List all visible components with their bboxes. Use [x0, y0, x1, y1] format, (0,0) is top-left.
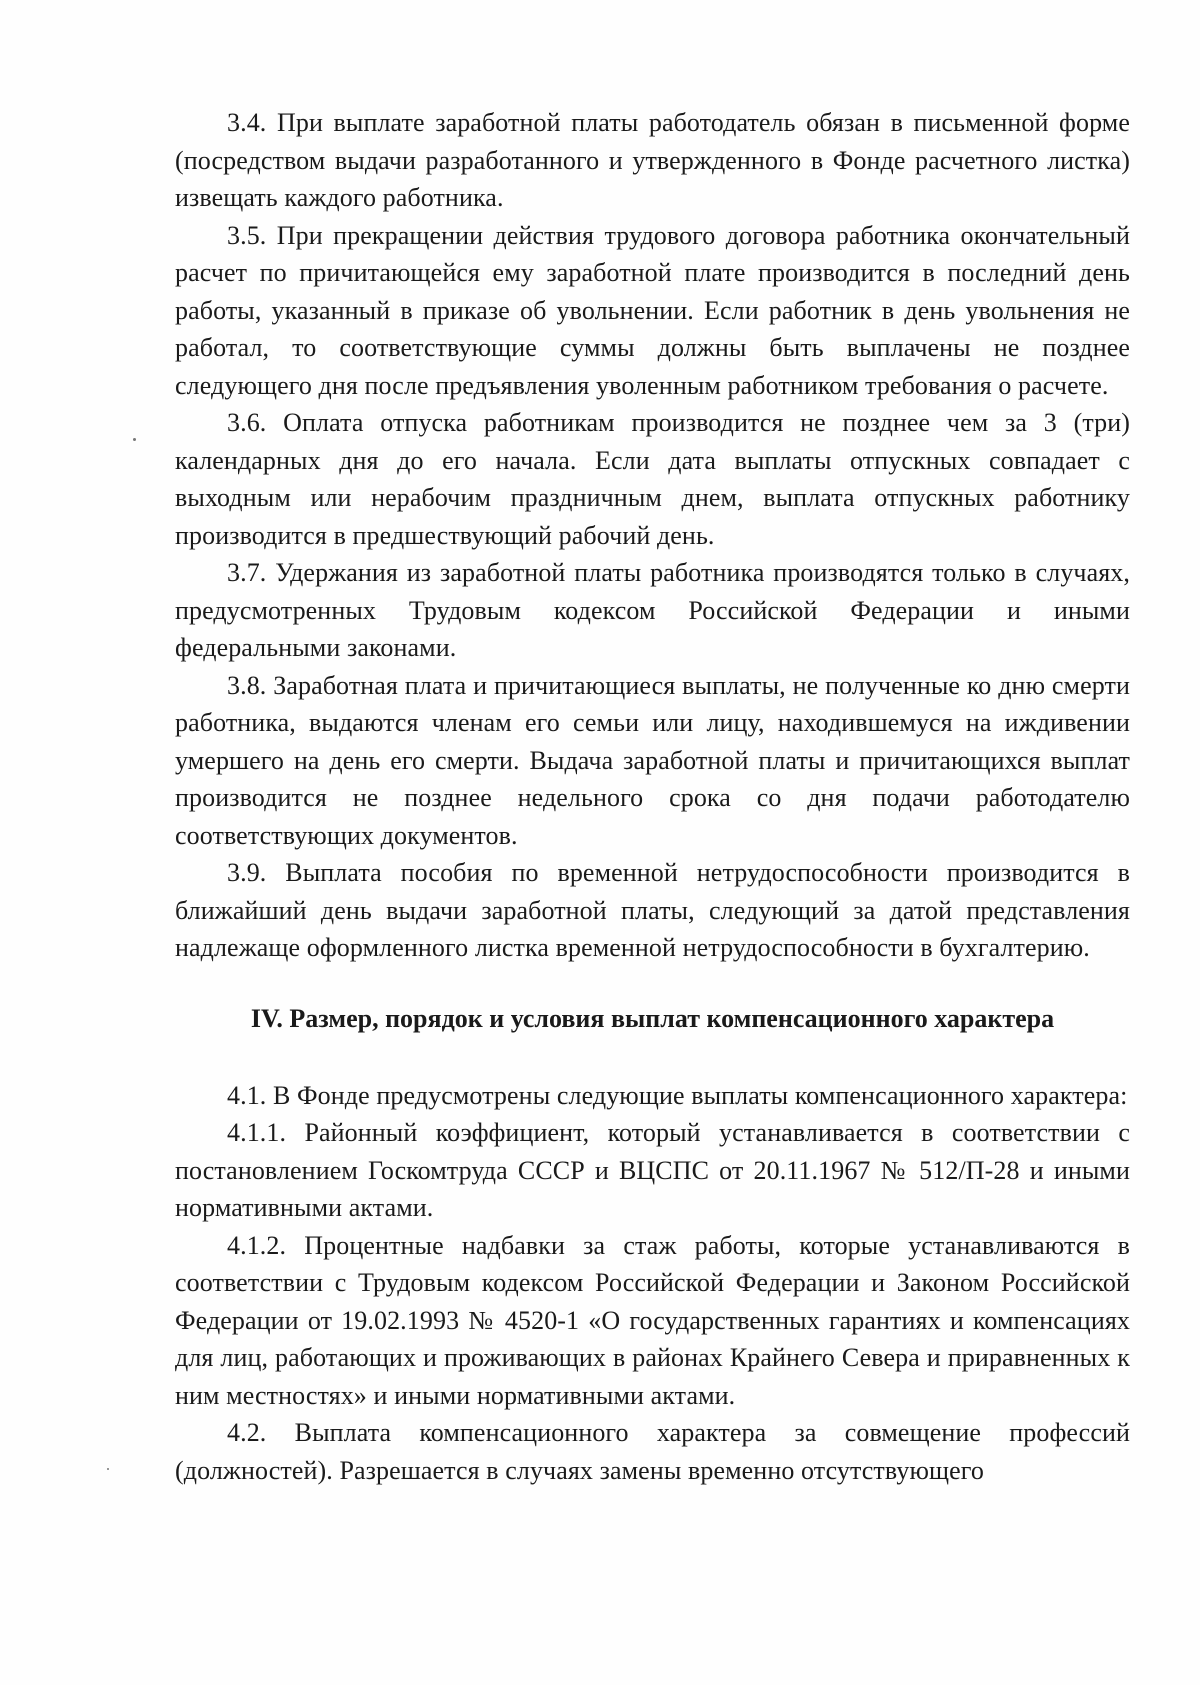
paragraph-3-5: 3.5. При прекращении действия трудового договора работника окончательный расчет по причитающейся ему заработной плате производится в последний день работы, указанный в приказе об увольнении. Если работник в день увольнения не работал, то соответствующие суммы должны быть выплачены не позднее следующего дня после предъявления уволенным работником требования о расчете.: [175, 220, 1130, 400]
paragraph-3-8: 3.8. Заработная плата и причитающиеся выплаты, не полученные ко дню смерти работника, выдаются членам его семьи или лицу, находившемуся на иждивении умершего на день его смерти. Выдача заработной платы и причитающихся выплат производится не позднее недельного срока со дня подачи работодателю соответствующих документов.: [175, 670, 1130, 850]
paragraph-3-6: 3.6. Оплата отпуска работникам производится не позднее чем за 3 (три) календарных дня до его начала. Если дата выплаты отпускных совпадает с выходным или нерабочим праздничным днем, выплата отпускных работнику производится в предшествующий рабочий день.: [175, 408, 1130, 550]
paragraph-3-7: 3.7. Удержания из заработной платы работника производятся только в случаях, предусмотренных Трудовым кодексом Российской Федерации и иными федеральными законами.: [175, 558, 1130, 662]
paragraph-3-9: 3.9. Выплата пособия по временной нетрудоспособности производится в ближайший день выдачи заработной платы, следующий за датой представления надлежаще оформленного листка временной нетрудоспособности в бухгалтерию.: [175, 858, 1130, 962]
scan-speck: [107, 1468, 109, 1470]
paragraph-4-1-1: 4.1.1. Районный коэффициент, который устанавливается в соответствии с постановлением Госкомтруда СССР и ВЦСПС от 20.11.1967 № 512/П-28 и иными нормативными актами.: [175, 1118, 1130, 1222]
paragraph-4-1-2: 4.1.2. Процентные надбавки за стаж работы, которые устанавливаются в соответствии с Трудовым кодексом Российской Федерации и Законом Российской Федерации от 19.02.1993 № 4520-1 «О государственных гарантиях и компенсациях для лиц, работающих и проживающих в районах Крайнего Севера и приравненных к ним местностях» и иными нормативными актами.: [175, 1230, 1130, 1410]
paragraph-3-4: 3.4. При выплате заработной платы работодатель обязан в письменной форме (посредством выдачи разработанного и утвержденного в Фонде расчетного листка) извещать каждого работника.: [175, 108, 1130, 212]
paragraph-4-1: 4.1. В Фонде предусмотрены следующие выплаты компенсационного характера:: [227, 1080, 1128, 1110]
page-content: [175, 104, 1130, 1489]
section-heading-iv: IV. Размер, порядок и условия выплат компенсационного характера: [250, 1003, 1055, 1033]
scan-speck: [133, 438, 136, 441]
paragraph-4-2: 4.2. Выплата компенсационного характера за совмещение профессий (должностей). Разрешается в случаях замены временно отсутствующего: [175, 1418, 1130, 1485]
